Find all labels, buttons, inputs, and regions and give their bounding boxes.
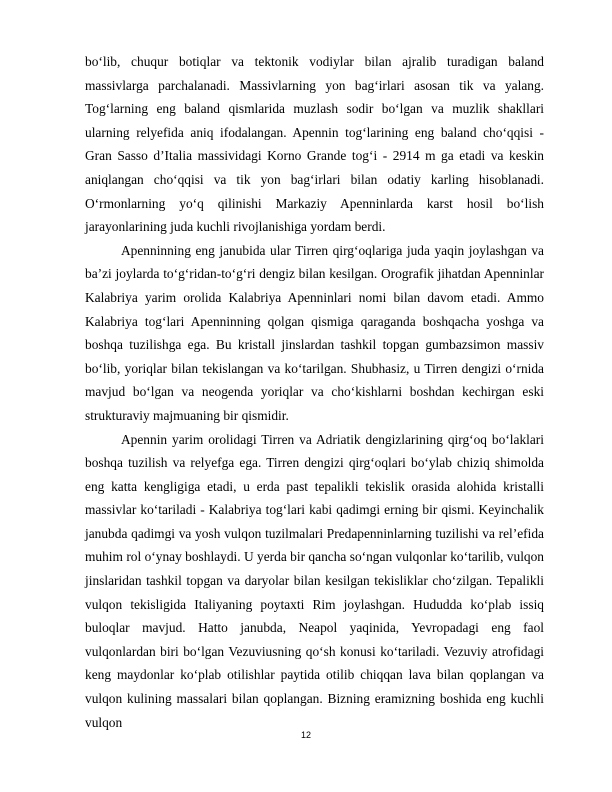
paragraph-2: Apenninning eng janubida ular Tirren qirg‘oqlariga juda yaqin joylashgan va ba’zi joylarda to‘g‘ridan-to‘g‘ri dengiz bilan kesilgan. Orografik jihatdan Apenninlar Kalabriya yarim orolida Kalabriya Apenninlari nomi bilan davom etadi. Ammo Kalabriya tog‘lari Apenninning qolgan qismiga qaraganda boshqacha yoshga va boshqa tuzilishga ega. Bu kristall jinslardan tashkil topgan gumbazsimon massiv bo‘lib, yoriqlar bilan tekislangan va ko‘tarilgan. Shubhasiz, u Tirren dengizi o‘rnida mavjud bo‘lgan va neogenda yoriqlar va cho‘kishlarni boshdan kechirgan eski strukturaviy majmuaning bir qismidir.	[85, 242, 544, 423]
paragraph-1: bo‘lib, chuqur botiqlar va tektonik vodiylar bilan ajralib turadigan baland massivlarga parchalanadi. Massivlarning yon bag‘irlari asosan tik va yalang. Tog‘larning eng baland qismlarida muzlash sodir bo‘lgan va muzlik shakllari ularning relyefida aniq ifodalangan. Apennin tog‘larining eng baland cho‘qqisi - Gran Sasso d’Italia massividagi Korno Grande tog‘i - 2914 m ga etadi va keskin aniqlangan cho‘qqisi va tik yon bag‘irlari bilan odatiy karling hisoblanadi. O‘rmonlarning yo‘q qilinishi Markaziy Apenninlarda karst hosil bo‘lish jarayonlarining juda kuchli rivojlanishiga yordam berdi.	[85, 54, 544, 235]
page-number: 12	[300, 730, 311, 740]
paragraph-3: Apennin yarim orolidagi Tirren va Adriatik dengizlarining qirg‘oq bo‘laklari boshqa tuzilish va relyefga ega. Tirren dengizi qirg‘oqlari bo‘ylab chiziq shimolda eng katta kengligiga etadi, u erda past tepalikli tekislik orasida alohida kristalli massivlar ko‘tariladi - Kalabriya tog‘lari kabi qadimgi erning bir qismi. Keyinchalik janubda qadimgi va yosh vulqon tuzilmalari Predapenninlarning tuzilishi va rel’efida muhim rol o‘ynay boshlaydi. U yerda bir qancha so‘ngan vulqonlar ko‘tarilib, vulqon jinslaridan tashkil topgan va daryolar bilan kesilgan tekisliklar cho‘zilgan. Tepalikli vulqon tekisligida Italiyaning poytaxti Rim joylashgan. Hududda ko‘plab issiq buloqlar mavjud. Hatto janubda, Neapol yaqinida, Yevropadagi eng faol vulqonlardan biri bo‘lgan Vezuviusning qo‘sh konusi ko‘tariladi. Vezuviy atrofidagi keng maydonlar ko‘plab otilishlar paytida otilib chiqqan lava bilan qoplangan va vulqon kulining massalari bilan qoplangan. Bizning eramizning boshida eng kuchli vulqon	[85, 431, 544, 730]
document-page	[85, 50, 544, 734]
